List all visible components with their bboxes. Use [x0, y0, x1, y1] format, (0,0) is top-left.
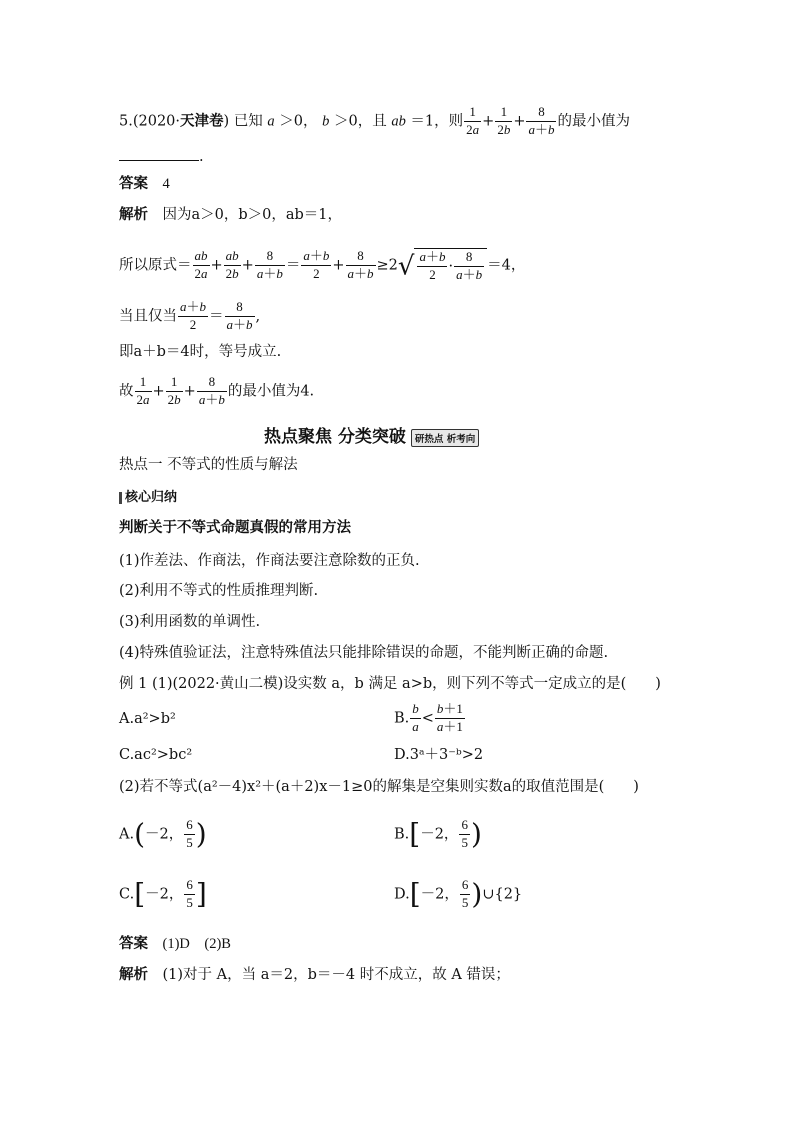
problem-5-text: ) 已知 [223, 113, 263, 130]
fraction: $\frac{1}{2a}$ [136, 374, 150, 407]
fraction: $\frac{8}{a+b}$ [256, 248, 283, 281]
bar-icon [119, 492, 122, 504]
analysis-5-line2: 所以原式＝ $\frac{ab}{2a}$ + $\frac{ab}{2b}$ + $\frac{8}{a+b}$ ＝ $\frac{a+b}{2}$ + $\frac{8}{a+b}$ ≥2√ $\frac{a+b}{2}$ · $\frac{8}{a+b}$ ＝4， [119, 248, 526, 282]
fraction: $\frac{ab}{2b}$ [225, 248, 239, 281]
analysis-label: 解析 [119, 966, 148, 983]
section-heading [264, 422, 479, 447]
example-1-stem: 例 1 (1)(2022·黄山二模)设实数 a，b 满足 a>b，则下列不等式一定成立的是( ) [119, 676, 661, 692]
method-item: (3)利用函数的单调性. [119, 614, 261, 630]
fraction: $\frac{ab}{2a}$ [194, 248, 208, 281]
core-summary-title: 核心归纳 [119, 491, 177, 504]
problem-5-prefix: 5.(2020· [119, 113, 181, 130]
q2-option-d: D.[－2， $\frac{6}{5}$ )∪{2} [394, 877, 523, 911]
fraction: $\frac{1}{2b}$ [167, 374, 181, 407]
answer-blank: . [119, 150, 204, 165]
answer-label: 答案 [119, 935, 148, 952]
section-tag: 研热点 析考向 [411, 429, 479, 447]
option-a: A.a²>b² [119, 711, 176, 727]
analysis-5-line4: 即a＋b＝4时，等号成立. [119, 344, 282, 360]
method-item: (2)利用不等式的性质推理判断. [119, 583, 319, 599]
fraction: $\frac{8}{a+b}$ [528, 104, 555, 137]
analysis-label: 解析 [119, 206, 148, 223]
example-1-q2: (2)若不等式(a²－4)x²＋(a＋2)x－1≥0的解集是空集则实数a的取值范围是( ) [119, 779, 639, 795]
option-b: B. $\frac{b}{a}$ < $\frac{b+1}{a+1}$ [394, 701, 463, 734]
fraction: $\frac{8}{a+b}$ [347, 248, 374, 281]
problem-5-source: 天津卷 [180, 112, 224, 130]
fraction: $\frac{a+b}{2}$ [303, 248, 330, 281]
analysis-ex1: 解析 (1)对于 A，当 a＝2，b＝－4 时不成立，故 A 错误； [119, 966, 510, 983]
fraction: $\frac{b+1}{a+1}$ [436, 701, 463, 734]
answer-5 [119, 177, 170, 192]
hotspot-1-title: 热点一 不等式的性质与解法 [119, 457, 298, 473]
square-root: √ $\frac{a+b}{2}$ · $\frac{8}{a+b}$ [398, 248, 487, 283]
analysis-5-line5: 故 $\frac{1}{2a}$ + $\frac{1}{2b}$ + $\frac{8}{a+b}$ 的最小值为4. [119, 374, 315, 407]
answer-label: 答案 [119, 175, 148, 192]
fraction: $\frac{1}{2b}$ [497, 104, 511, 137]
fraction: $\frac{b}{a}$ [412, 701, 419, 734]
analysis-5-line3: 当且仅当 $\frac{a+b}{2}$ ＝ $\frac{8}{a+b}$ , [119, 299, 261, 332]
analysis-5-line1: 解析 因为a＞0，b＞0，ab＝1， [119, 206, 343, 223]
fraction: $\frac{1}{2a}$ [466, 104, 480, 137]
fraction: $\frac{a+b}{2}$ [180, 299, 207, 332]
method-item: (4)特殊值验证法，注意特殊值法只能排除错误的命题，不能判断正确的命题. [119, 645, 609, 661]
q2-option-b: B.[－2， $\frac{6}{5}$ ) [394, 817, 482, 851]
fraction: $\frac{6}{5}$ [186, 817, 193, 850]
methods-title: 判断关于不等式命题真假的常用方法 [119, 519, 351, 536]
section-title: 热点聚焦 分类突破 [264, 427, 406, 447]
option-d: D.3ᵃ＋3⁻ᵇ>2 [394, 747, 484, 763]
option-c: C.ac²>bc² [119, 747, 193, 763]
answer-value: 4 [162, 176, 170, 192]
fraction: $\frac{6}{5}$ [461, 817, 468, 850]
q2-option-a: A.(－2， $\frac{6}{5}$ ) [119, 817, 207, 851]
q2-option-c: C.[－2， $\frac{6}{5}$ ] [119, 877, 207, 911]
method-item: (1)作差法、作商法，作商法要注意除数的正负. [119, 553, 420, 569]
fraction: $\frac{8}{a+b}$ [198, 374, 225, 407]
answer-ex1 [119, 937, 231, 952]
fraction: $\frac{6}{5}$ [186, 877, 193, 910]
fraction: $\frac{6}{5}$ [461, 877, 469, 910]
problem-5: 5.(2020·天津卷) 已知 a ＞0， b ＞0，且 ab ＝1，则 $\frac{1}{2a}$ + $\frac{1}{2b}$ + $\frac{8}{a+b}$ 的最小值为 [119, 104, 630, 137]
answer-value: (1)D (2)B [162, 936, 231, 952]
fraction: $\frac{8}{a+b}$ [226, 299, 253, 332]
